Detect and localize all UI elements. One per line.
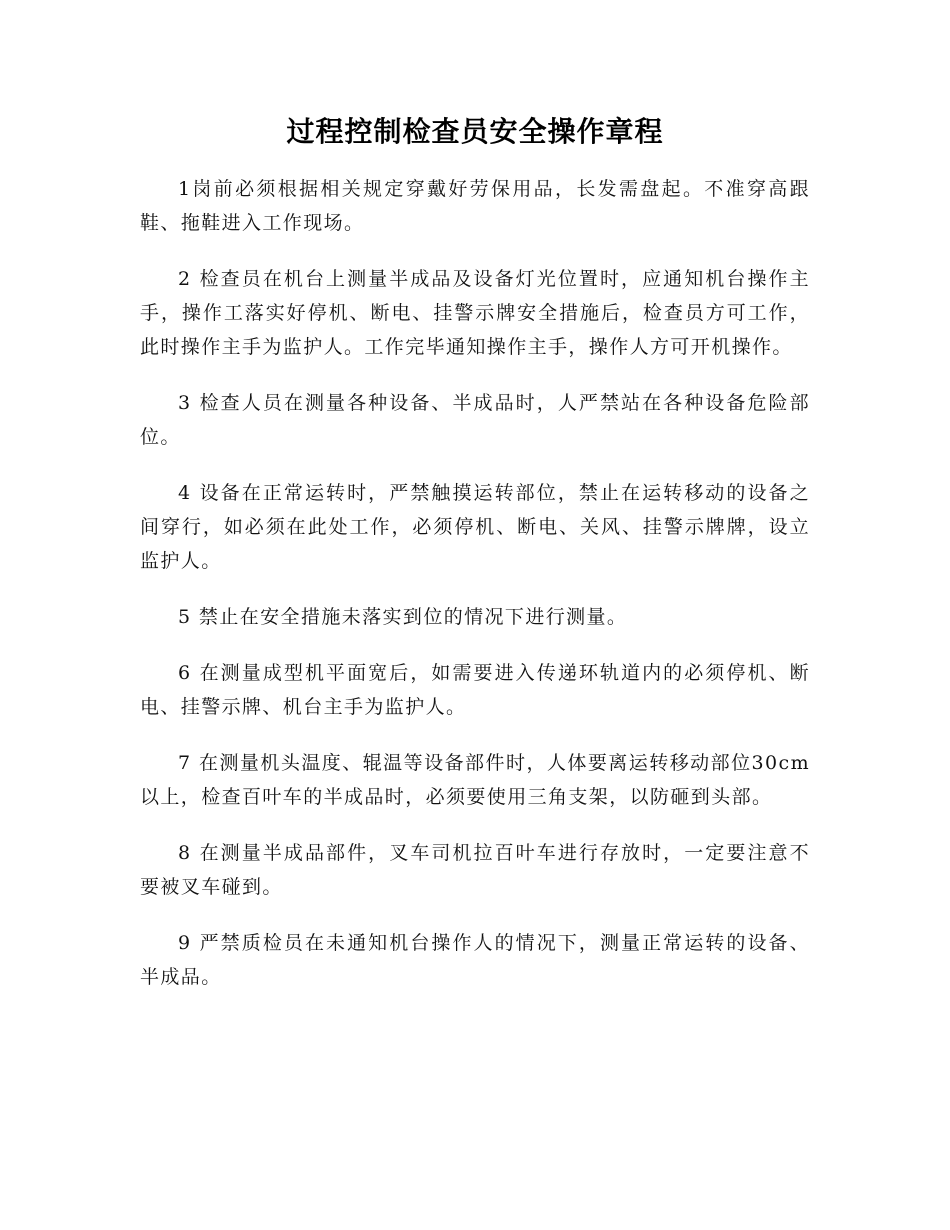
document-page (140, 112, 810, 1016)
document-title: 过程控制检查员安全操作章程 (286, 115, 664, 148)
rule-paragraph-3: 3 检查人员在测量各种设备、半成品时，人严禁站在各种设备危险部位。 (140, 392, 810, 448)
rule-paragraph-8: 8 在测量半成品部件，叉车司机拉百叶车进行存放时，一定要注意不要被叉车碰到。 (140, 842, 810, 898)
rule-paragraph-7: 7 在测量机头温度、辊温等设备部件时，人体要离运转移动部位30cm 以上，检查百叶车的半成品时，必须要使用三角支架，以防砸到头部。 (140, 752, 810, 808)
rule-paragraph-9: 9 严禁质检员在未通知机台操作人的情况下，测量正常运转的设备、半成品。 (140, 932, 810, 988)
rule-paragraph-6: 6 在测量成型机平面宽后，如需要进入传递环轨道内的必须停机、断电、挂警示牌、机台主手为监护人。 (140, 662, 810, 718)
rule-paragraph-4: 4 设备在正常运转时，严禁触摸运转部位，禁止在运转移动的设备之间穿行，如必须在此处工作，必须停机、断电、关风、挂警示牌牌，设立监护人。 (140, 482, 810, 572)
rule-paragraph-2: 2 检查员在机台上测量半成品及设备灯光位置时，应通知机台操作主手，操作工落实好停机、断电、挂警示牌安全措施后，检查员方可工作，此时操作主手为监护人。工作完毕通知操作主手，操作人方可开机操作。 (140, 268, 810, 358)
rule-paragraph-5: 5 禁止在安全措施未落实到位的情况下进行测量。 (178, 606, 628, 628)
rule-paragraph-1: 1岗前必须根据相关规定穿戴好劳保用品，长发需盘起。不准穿高跟鞋、拖鞋进入工作现场。 (140, 178, 810, 234)
